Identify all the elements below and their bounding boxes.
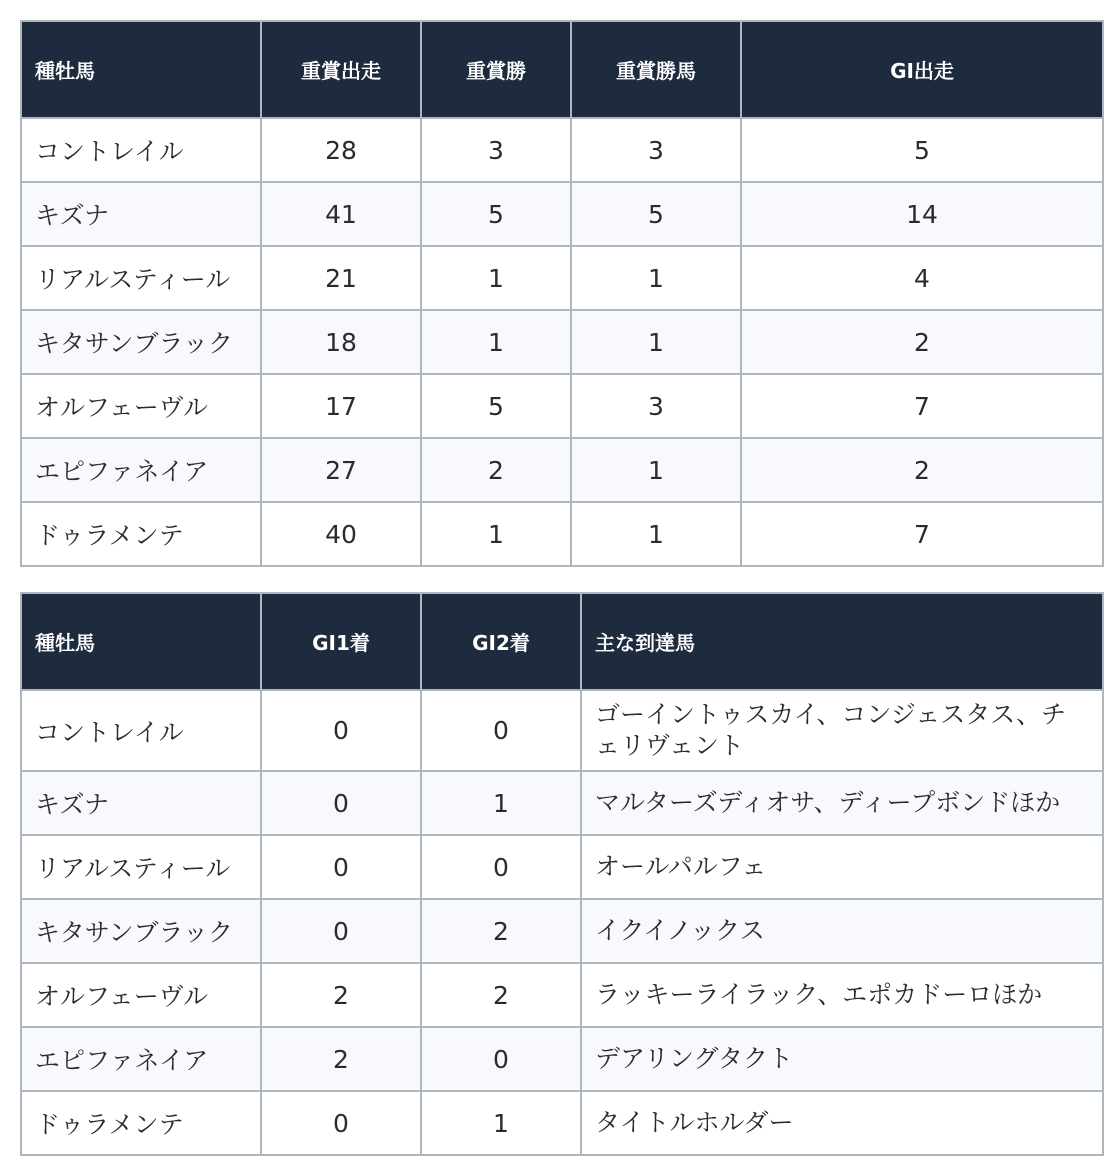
- g1-second-cell: 2: [421, 899, 581, 963]
- column-header-notable-horses: 主な到達馬: [581, 593, 1103, 690]
- g1-starts-cell: 2: [741, 438, 1103, 502]
- graded-wins-cell: 1: [421, 502, 571, 566]
- graded-winners-cell: 1: [571, 310, 741, 374]
- table-row: [21, 899, 1103, 963]
- table-row: [21, 835, 1103, 899]
- g1-second-cell: 1: [421, 771, 581, 835]
- graded-winners-cell: 1: [571, 502, 741, 566]
- stallion-name-cell: コントレイル: [21, 118, 261, 182]
- column-header-stallion: 種牡馬: [21, 593, 261, 690]
- graded-starts-cell: 28: [261, 118, 421, 182]
- notable-horses-cell: マルターズディオサ、ディープボンドほか: [581, 771, 1103, 835]
- g1-starts-cell: 14: [741, 182, 1103, 246]
- stallion-name-cell: ドゥラメンテ: [21, 502, 261, 566]
- column-header-graded-starts: 重賞出走: [261, 21, 421, 118]
- table-header-row: [21, 593, 1103, 690]
- g1-first-cell: 0: [261, 771, 421, 835]
- graded-wins-cell: 5: [421, 374, 571, 438]
- g1-second-cell: 2: [421, 963, 581, 1027]
- table-row: [21, 374, 1103, 438]
- stallion-name-cell: コントレイル: [21, 690, 261, 771]
- graded-starts-cell: 17: [261, 374, 421, 438]
- graded-starts-cell: 41: [261, 182, 421, 246]
- column-header-g1-starts: GⅠ出走: [741, 21, 1103, 118]
- g1-first-cell: 0: [261, 1091, 421, 1155]
- g1-second-cell: 0: [421, 1027, 581, 1091]
- notable-horses-cell: イクイノックス: [581, 899, 1103, 963]
- g1-starts-cell: 7: [741, 374, 1103, 438]
- graded-starts-cell: 40: [261, 502, 421, 566]
- table-row: [21, 690, 1103, 771]
- table-row: [21, 771, 1103, 835]
- table-row: [21, 438, 1103, 502]
- stallion-name-cell: キタサンブラック: [21, 310, 261, 374]
- stallion-g1-results-table: [20, 592, 1104, 1156]
- graded-wins-cell: 2: [421, 438, 571, 502]
- stallion-name-cell: エピファネイア: [21, 1027, 261, 1091]
- notable-horses-cell: ラッキーライラック、エポカドーロほか: [581, 963, 1103, 1027]
- column-header-graded-winners: 重賞勝馬: [571, 21, 741, 118]
- table-row: [21, 310, 1103, 374]
- notable-horses-cell: ゴーイントゥスカイ、コンジェスタス、チェリヴェント: [581, 690, 1103, 771]
- table-row: [21, 246, 1103, 310]
- graded-starts-cell: 27: [261, 438, 421, 502]
- table-row: [21, 182, 1103, 246]
- notable-horses-cell: オールパルフェ: [581, 835, 1103, 899]
- g1-first-cell: 2: [261, 1027, 421, 1091]
- column-header-graded-wins: 重賞勝: [421, 21, 571, 118]
- graded-winners-cell: 5: [571, 182, 741, 246]
- g1-starts-cell: 2: [741, 310, 1103, 374]
- graded-wins-cell: 1: [421, 246, 571, 310]
- notable-horses-cell: デアリングタクト: [581, 1027, 1103, 1091]
- g1-starts-cell: 4: [741, 246, 1103, 310]
- stallion-name-cell: キズナ: [21, 771, 261, 835]
- stallion-name-cell: リアルスティール: [21, 835, 261, 899]
- g1-second-cell: 0: [421, 835, 581, 899]
- graded-starts-cell: 18: [261, 310, 421, 374]
- table-row: [21, 1091, 1103, 1155]
- column-header-g1-first: GⅠ1着: [261, 593, 421, 690]
- notable-horses-cell: タイトルホルダー: [581, 1091, 1103, 1155]
- stallion-name-cell: オルフェーヴル: [21, 963, 261, 1027]
- g1-first-cell: 0: [261, 690, 421, 771]
- stallion-name-cell: リアルスティール: [21, 246, 261, 310]
- table-row: [21, 963, 1103, 1027]
- g1-second-cell: 0: [421, 690, 581, 771]
- g1-starts-cell: 5: [741, 118, 1103, 182]
- g1-second-cell: 1: [421, 1091, 581, 1155]
- graded-wins-cell: 3: [421, 118, 571, 182]
- g1-first-cell: 0: [261, 899, 421, 963]
- graded-starts-cell: 21: [261, 246, 421, 310]
- g1-first-cell: 0: [261, 835, 421, 899]
- graded-winners-cell: 3: [571, 118, 741, 182]
- graded-wins-cell: 5: [421, 182, 571, 246]
- table-header-row: [21, 21, 1103, 118]
- table-row: [21, 502, 1103, 566]
- stallion-name-cell: エピファネイア: [21, 438, 261, 502]
- table-row: [21, 118, 1103, 182]
- g1-first-cell: 2: [261, 963, 421, 1027]
- stallion-graded-stats-table: [20, 20, 1104, 567]
- graded-winners-cell: 3: [571, 374, 741, 438]
- graded-wins-cell: 1: [421, 310, 571, 374]
- stallion-name-cell: キズナ: [21, 182, 261, 246]
- column-header-stallion: 種牡馬: [21, 21, 261, 118]
- table-row: [21, 1027, 1103, 1091]
- stallion-name-cell: キタサンブラック: [21, 899, 261, 963]
- g1-starts-cell: 7: [741, 502, 1103, 566]
- stallion-name-cell: ドゥラメンテ: [21, 1091, 261, 1155]
- column-header-g1-second: GⅠ2着: [421, 593, 581, 690]
- stallion-name-cell: オルフェーヴル: [21, 374, 261, 438]
- graded-winners-cell: 1: [571, 246, 741, 310]
- graded-winners-cell: 1: [571, 438, 741, 502]
